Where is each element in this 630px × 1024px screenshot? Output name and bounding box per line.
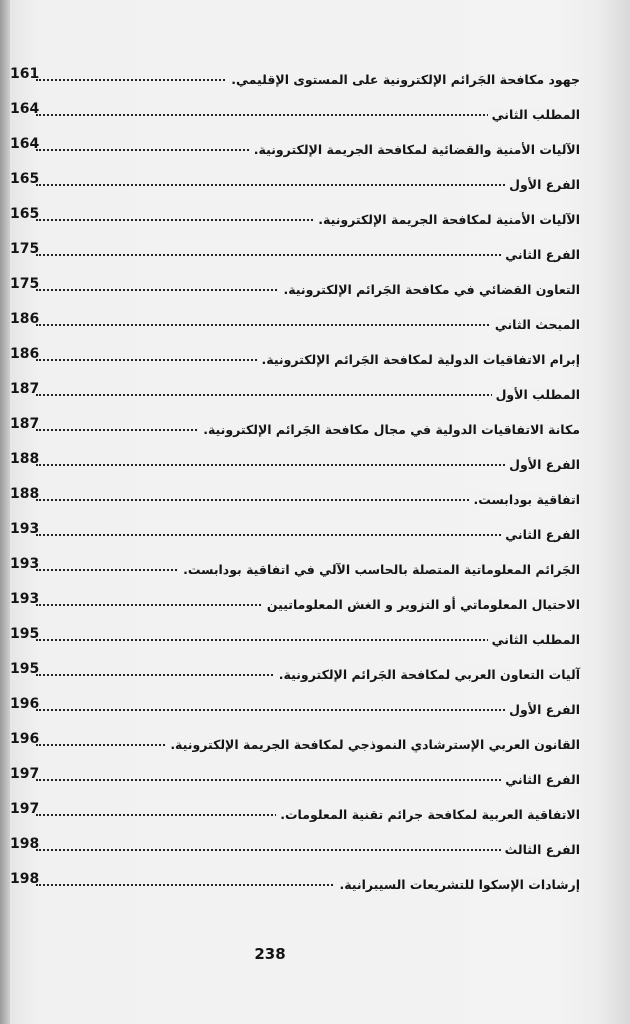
toc-entry — [10, 620, 580, 655]
toc-page-number: 187 — [10, 381, 40, 397]
toc-title: اتفاقية بودابست. — [469, 492, 580, 507]
toc-page-number: 193 — [10, 521, 40, 537]
dot-leader — [36, 464, 580, 466]
toc-entry — [10, 305, 580, 340]
toc-page-number: 186 — [10, 346, 40, 362]
toc-page-number: 186 — [10, 311, 40, 327]
toc-title: الفرع الثالث — [501, 842, 580, 857]
toc-title: مكانة الاتفاقيات الدولية في مجال مكافحة الجَرائم الإلكترونية. — [199, 422, 580, 437]
toc-page-number: 165 — [10, 206, 40, 222]
toc-entry — [10, 200, 580, 235]
toc-entry — [10, 130, 580, 165]
toc-entry — [10, 340, 580, 375]
toc-title: الفرع الثاني — [501, 527, 580, 542]
toc-page-number: 193 — [10, 556, 40, 572]
toc-title: المطلب الأول — [492, 387, 580, 402]
toc-page-number: 164 — [10, 101, 40, 117]
toc-entry — [10, 235, 580, 270]
toc-title: آليات التعاون العربي لمكافحة الجَرائم الإلكترونية. — [275, 667, 580, 682]
toc-entry — [10, 830, 580, 865]
toc-entry — [10, 795, 580, 830]
toc-page-number: 175 — [10, 276, 40, 292]
toc-title: المطلب الثاني — [488, 107, 580, 122]
toc-entry — [10, 95, 580, 130]
toc-entry — [10, 60, 580, 95]
toc-title: إرشادات الإسكوا للتشريعات السيبرانية. — [335, 877, 580, 892]
toc-page-number: 196 — [10, 731, 40, 747]
toc-page-number: 195 — [10, 661, 40, 677]
toc-entry — [10, 270, 580, 305]
dot-leader — [36, 534, 580, 536]
toc-title: الجَرائم المعلوماتية المتصلة بالحاسب الآلي في اتفاقية بودابست. — [179, 562, 580, 577]
toc-entry — [10, 550, 580, 585]
toc-page-number: 196 — [10, 696, 40, 712]
toc-title: القانون العربي الإسترشادي النموذجي لمكافحة الجريمة الإلكترونية. — [166, 737, 580, 752]
toc-title: الاحتيال المعلوماتي أو التزوير و الغش المعلوماتيين — [263, 597, 580, 612]
dot-leader — [36, 709, 580, 711]
page-number: 238 — [254, 945, 286, 963]
toc-page-number: 165 — [10, 171, 40, 187]
toc-title: الفرع الأول — [505, 177, 580, 192]
toc-page-number: 188 — [10, 451, 40, 467]
toc-page-number: 187 — [10, 416, 40, 432]
toc-entry — [10, 865, 580, 900]
toc-entry — [10, 410, 580, 445]
toc-title: الفرع الثاني — [501, 772, 580, 787]
toc-title: الفرع الأول — [505, 457, 580, 472]
table-of-contents — [10, 60, 580, 900]
toc-entry — [10, 480, 580, 515]
toc-entry — [10, 690, 580, 725]
toc-page-number: 161 — [10, 66, 40, 82]
toc-entry — [10, 725, 580, 760]
toc-title: الآليات الأمنية والقضائية لمكافحة الجريمة الإلكترونية. — [250, 142, 580, 157]
toc-page-number: 198 — [10, 871, 40, 887]
toc-page-number: 175 — [10, 241, 40, 257]
toc-title: الاتفاقية العربية لمكافحة جرائم تقنية المعلومات. — [276, 807, 580, 822]
toc-entry — [10, 375, 580, 410]
dot-leader — [36, 254, 580, 256]
toc-title: إبرام الاتفاقيات الدولية لمكافحة الجَرائم الإلكترونية. — [257, 352, 580, 367]
toc-entry — [10, 655, 580, 690]
dot-leader — [36, 779, 580, 781]
toc-title: الفرع الثاني — [501, 247, 580, 262]
toc-page-number: 197 — [10, 766, 40, 782]
toc-entry — [10, 515, 580, 550]
toc-title: جهود مكافحة الجَرائم الإلكترونية على المستوى الإقليمي. — [227, 72, 580, 87]
toc-page-number: 197 — [10, 801, 40, 817]
toc-page-number: 193 — [10, 591, 40, 607]
dot-leader — [36, 849, 580, 851]
toc-page-number: 195 — [10, 626, 40, 642]
toc-page-number: 198 — [10, 836, 40, 852]
toc-entry — [10, 165, 580, 200]
toc-page-number: 164 — [10, 136, 40, 152]
toc-page-number: 188 — [10, 486, 40, 502]
toc-entry — [10, 445, 580, 480]
toc-title: التعاون القضائي في مكافحة الجَرائم الإلكترونية. — [279, 282, 580, 297]
toc-title: المبحث الثاني — [491, 317, 580, 332]
toc-entry — [10, 585, 580, 620]
toc-title: الآليات الأمنية لمكافحة الجريمة الإلكترونية. — [314, 212, 580, 227]
toc-entry — [10, 760, 580, 795]
dot-leader — [36, 184, 580, 186]
toc-title: المطلب الثاني — [488, 632, 580, 647]
toc-title: الفرع الأول — [505, 702, 580, 717]
